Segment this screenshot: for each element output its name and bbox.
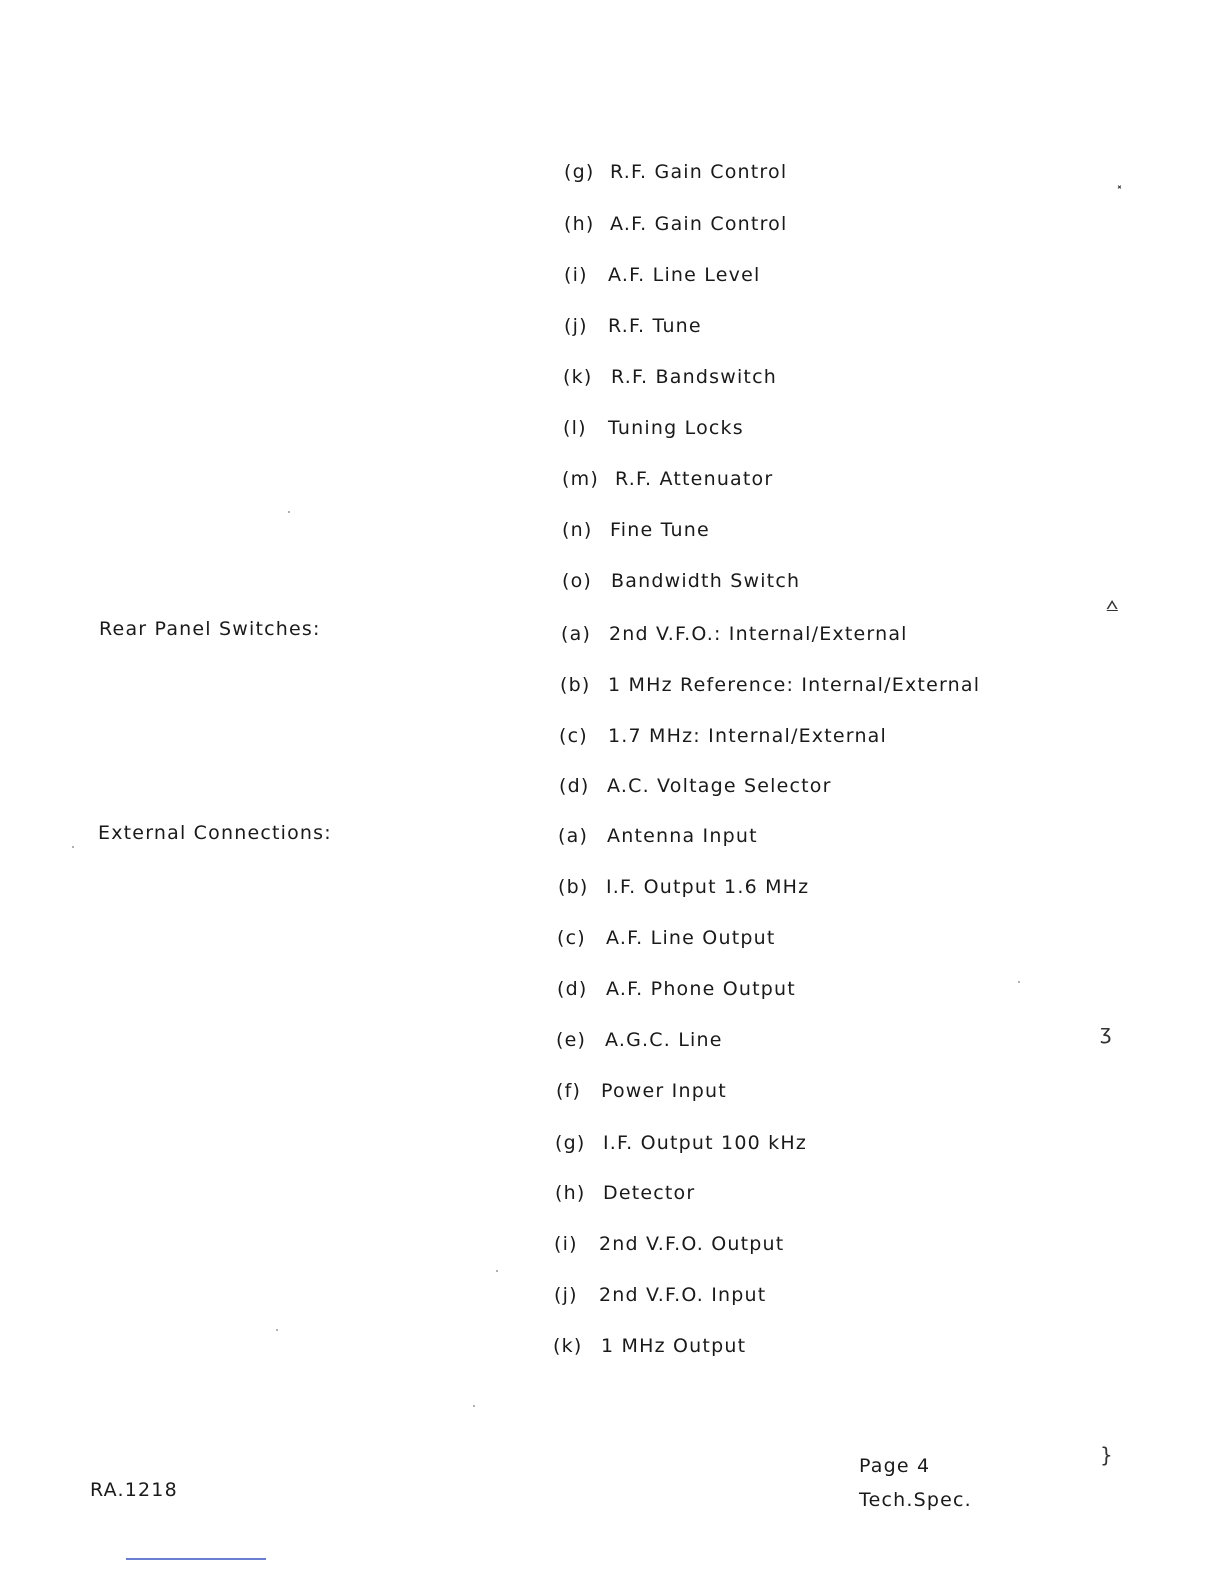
section-name: Tech.Spec. (859, 1489, 972, 1511)
scan-speck (473, 1405, 475, 1407)
item-text: A.G.C. Line (605, 1029, 723, 1051)
list-item (558, 875, 809, 899)
item-text: 1.7 MHz: Internal/External (608, 725, 888, 747)
item-letter: (f) (556, 1080, 582, 1102)
document-id: RA.1218 (90, 1479, 178, 1501)
list-item (554, 1283, 766, 1307)
scan-edge-line (126, 1558, 266, 1560)
item-letter: (b) (560, 674, 591, 696)
scan-speck (1018, 981, 1020, 983)
list-item (561, 622, 908, 646)
item-text: Fine Tune (610, 519, 710, 541)
binder-hole-mark: } (1100, 1443, 1113, 1467)
binder-hole-mark: ʒ (1100, 1020, 1112, 1044)
list-item (562, 467, 773, 491)
item-letter: (g) (564, 161, 595, 183)
item-letter: (l) (563, 417, 587, 439)
item-text: Antenna Input (607, 825, 758, 847)
list-item (564, 314, 702, 338)
list-item (562, 518, 710, 542)
item-letter: (h) (555, 1182, 586, 1204)
item-letter: (b) (558, 876, 589, 898)
list-item (564, 212, 787, 236)
item-text: I.F. Output 100 kHz (603, 1132, 808, 1154)
scan-speck (288, 511, 290, 513)
item-text: A.F. Phone Output (606, 978, 796, 1000)
external-connections-heading: External Connections: (98, 822, 332, 844)
item-letter: (i) (564, 264, 588, 286)
list-item (555, 1131, 807, 1155)
item-text: R.F. Bandswitch (611, 366, 777, 388)
item-letter: (c) (557, 927, 586, 949)
item-letter: (j) (554, 1284, 578, 1306)
list-item (556, 1079, 727, 1103)
list-item (553, 1334, 746, 1358)
item-text: I.F. Output 1.6 MHz (606, 876, 810, 898)
item-text: R.F. Gain Control (610, 161, 788, 183)
item-letter: (d) (559, 775, 590, 797)
item-text: A.F. Line Level (608, 264, 761, 286)
list-item (563, 416, 744, 440)
item-letter: (h) (564, 213, 595, 235)
item-letter: (a) (561, 623, 592, 645)
scan-speck (496, 1270, 498, 1272)
binder-hole-mark: ⸼ (1118, 165, 1123, 189)
item-text: 1 MHz Output (601, 1335, 747, 1357)
item-text: Bandwidth Switch (611, 570, 801, 592)
item-letter: (i) (554, 1233, 578, 1255)
list-item (560, 673, 980, 697)
item-letter: (a) (558, 825, 589, 847)
item-letter: (n) (562, 519, 593, 541)
item-text: R.F. Tune (608, 315, 702, 337)
item-text: Tuning Locks (608, 417, 744, 439)
item-letter: (o) (562, 570, 593, 592)
item-text: A.F. Gain Control (610, 213, 788, 235)
list-item (556, 1028, 723, 1052)
scan-speck (276, 1329, 278, 1331)
item-letter: (g) (555, 1132, 586, 1154)
item-text: A.F. Line Output (606, 927, 776, 949)
item-text: Power Input (601, 1080, 727, 1102)
list-item (557, 977, 796, 1001)
item-text: R.F. Attenuator (615, 468, 774, 490)
item-letter: (e) (556, 1029, 587, 1051)
item-letter: (d) (557, 978, 588, 1000)
rear-panel-switches-heading: Rear Panel Switches: (99, 618, 321, 640)
scan-speck (72, 846, 74, 848)
page-number: Page 4 (859, 1455, 931, 1477)
item-text: Detector (603, 1182, 696, 1204)
list-item (559, 774, 832, 798)
list-item (564, 263, 760, 287)
list-item (558, 824, 758, 848)
item-letter: (c) (559, 725, 588, 747)
item-letter: (j) (564, 315, 588, 337)
list-item (557, 926, 776, 950)
list-item (554, 1232, 784, 1256)
item-letter: (m) (562, 468, 599, 490)
list-item (562, 569, 800, 593)
item-text: 2nd V.F.O. Input (599, 1284, 767, 1306)
item-letter: (k) (553, 1335, 583, 1357)
list-item (563, 365, 777, 389)
item-letter: (k) (563, 366, 593, 388)
item-text: 2nd V.F.O.: Internal/External (609, 623, 908, 645)
binder-hole-mark: ⩟ (1106, 592, 1119, 616)
item-text: A.C. Voltage Selector (607, 775, 832, 797)
list-item (555, 1181, 695, 1205)
item-text: 2nd V.F.O. Output (599, 1233, 785, 1255)
list-item (564, 160, 787, 184)
list-item (559, 724, 887, 748)
item-text: 1 MHz Reference: Internal/External (608, 674, 981, 696)
